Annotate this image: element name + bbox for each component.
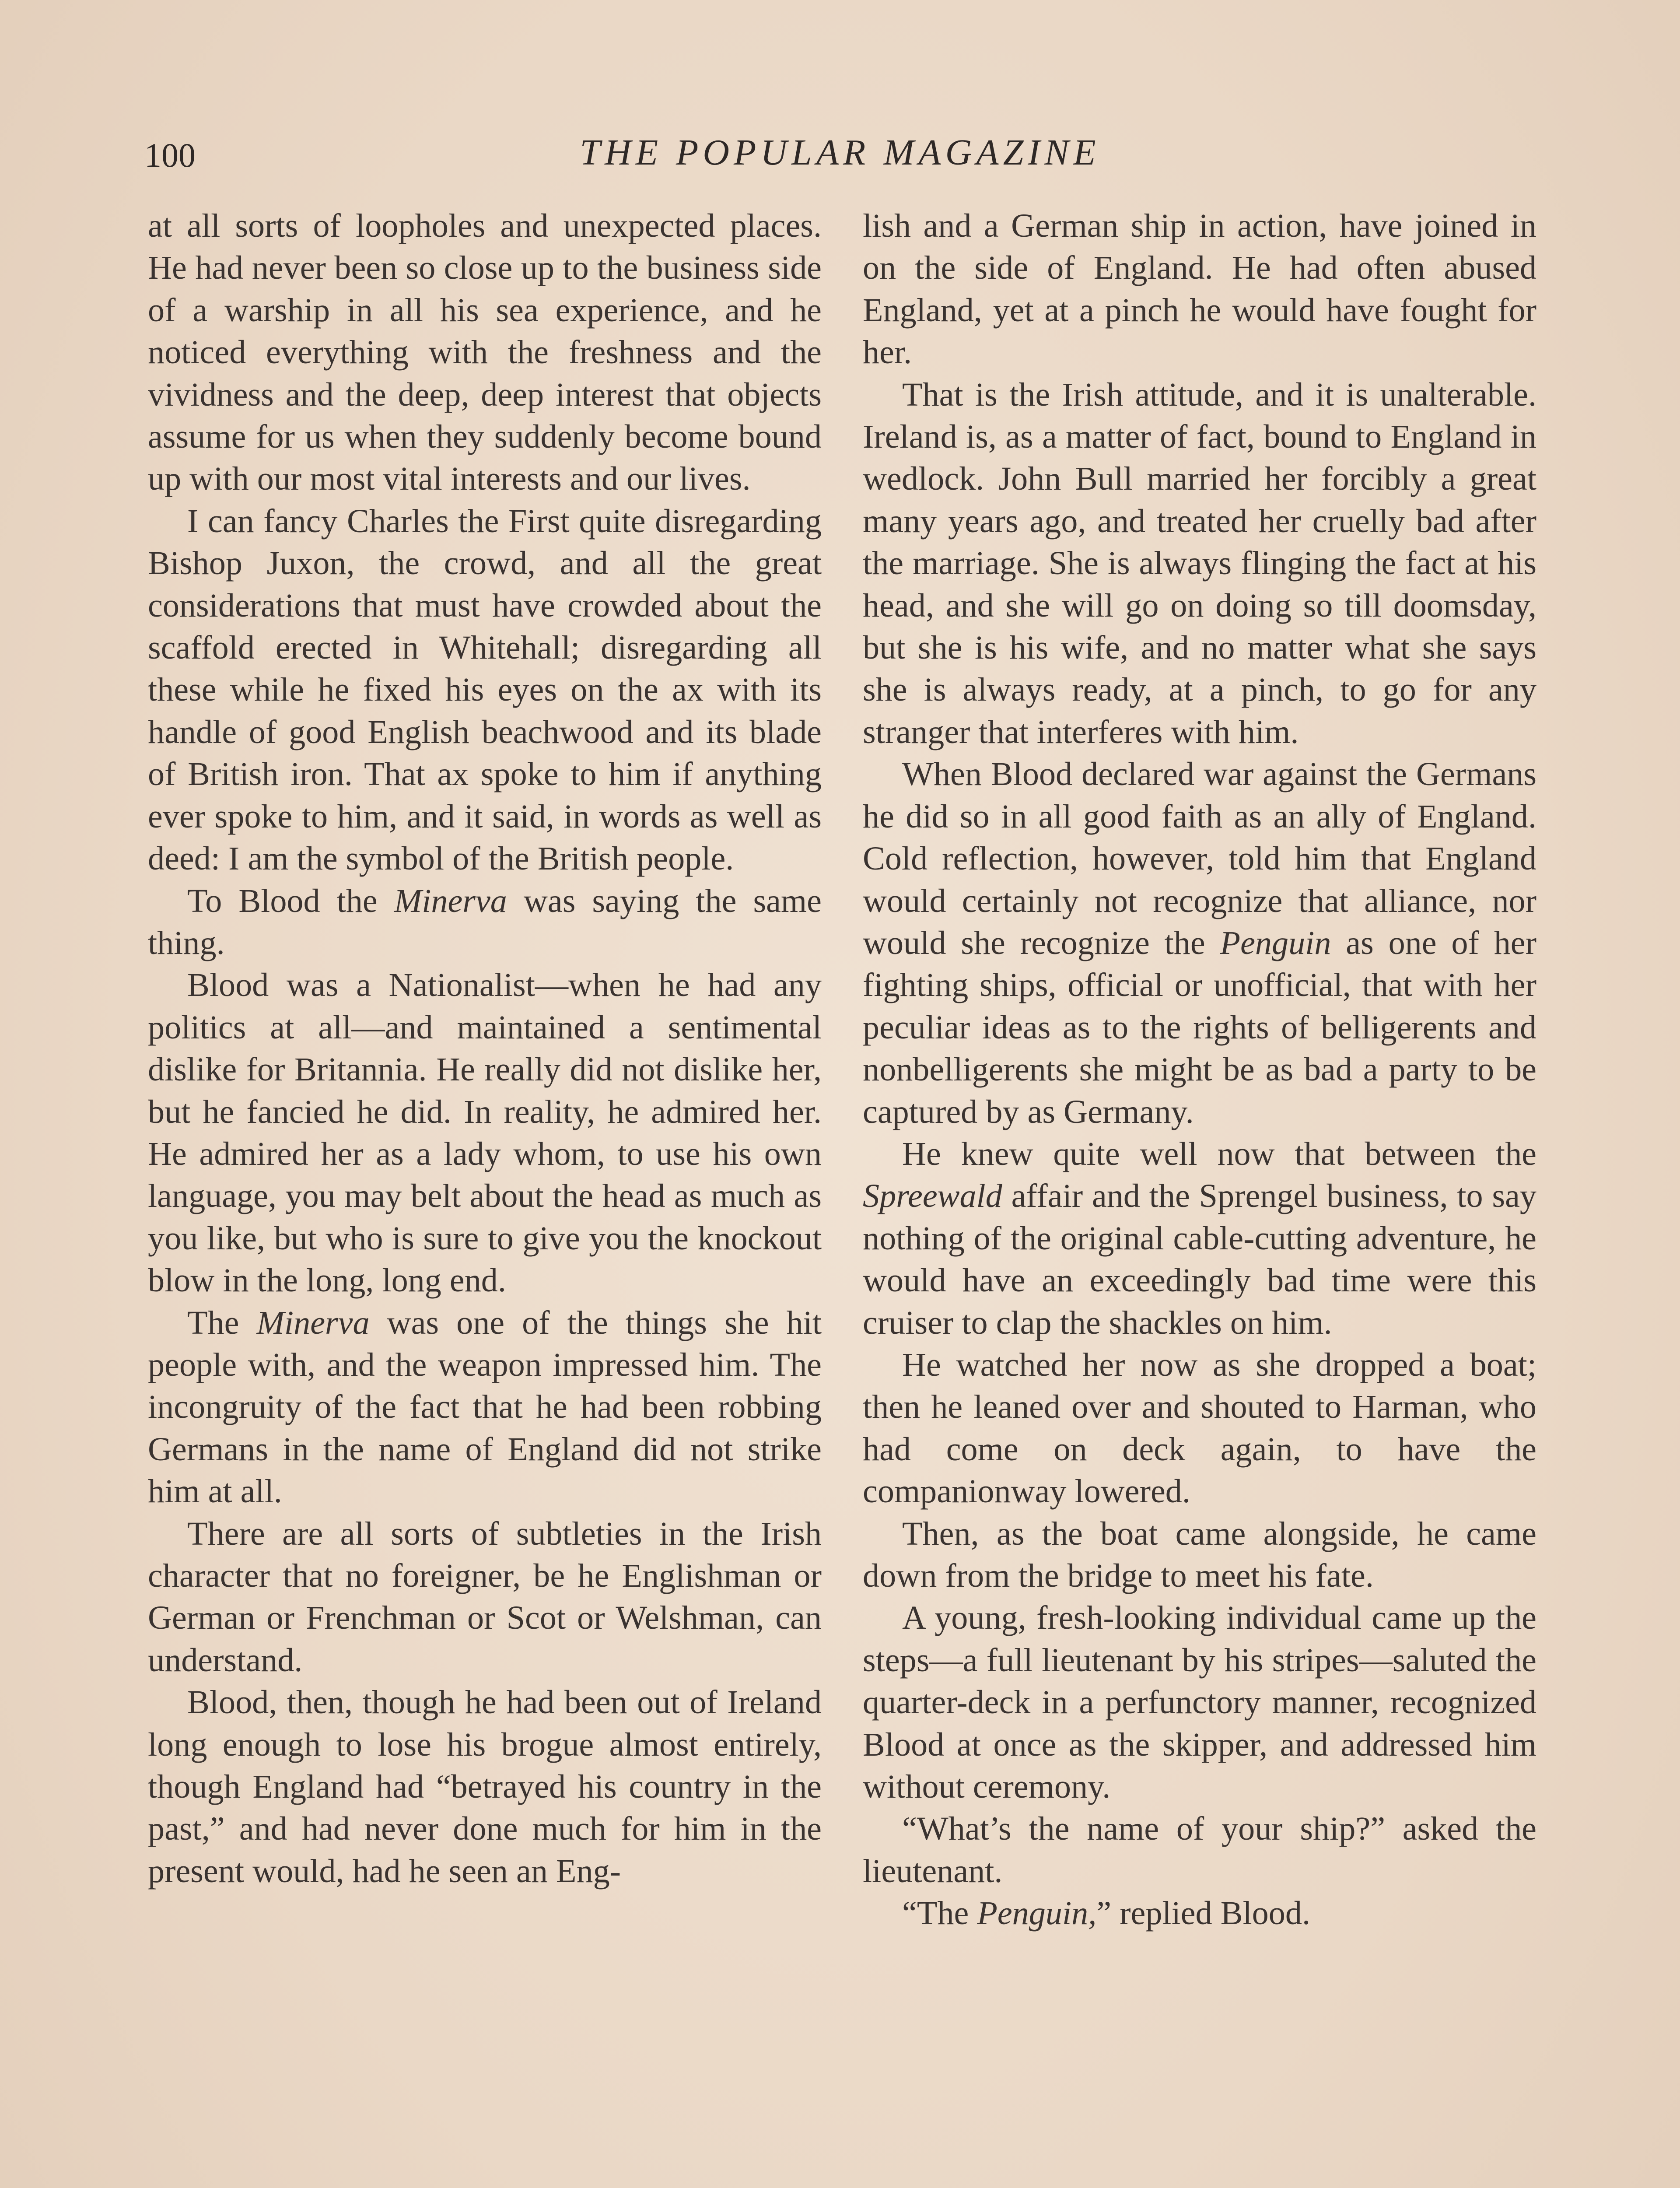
text-run: at all sorts of loopholes and unexpected places. He had never been so close up to the business side of a warship in all his sea experience, and he noticed everything with the freshness and the vividness and the deep, deep interest that objects assume for us when they suddenly become bound up with our most vital interests and our lives. (148, 207, 822, 498)
running-head: THE POPULAR MAGAZINE (580, 132, 1100, 173)
paragraph (863, 1597, 1536, 1808)
text-run: A young, fresh-looking individual came up the steps—a full lieutenant by his stripes—saluted the quarter-deck in a perfunctory manner, recognized Blood at once as the skipper, and addressed him without ceremony. (863, 1599, 1536, 1806)
paragraph (863, 1513, 1536, 1597)
text-run: That is the Irish attitude, and it is unalterable. Ireland is, as a matter of fact, bound to England in wedlock. John Bull married her forcibly a great many years ago, and treated her cruelly bad after the marriage. She is always flinging the fact at his head, and she will go on doing so till doomsday, but she is his wife, and no matter what she says she is always ready, at a pinch, to go for any stranger that interferes with him. (863, 376, 1536, 750)
text-run: There are all sorts of subtleties in the Irish character that no foreigner, be he Englishman or German or Frenchman or Scot or Welshman, can understand. (148, 1515, 822, 1679)
paragraph (148, 500, 822, 880)
paragraph (148, 1681, 822, 1892)
text-run: lish and a German ship in action, have joined in on the side of England. He had often abused England, yet at a pinch he would have fought for her. (863, 207, 1536, 371)
text-run: He knew quite well now that between the (902, 1135, 1536, 1172)
italic-text: Spreewald (863, 1178, 1002, 1215)
text-run: Then, as the boat came alongside, he came down from the bridge to meet his fate. (863, 1515, 1536, 1594)
text-run: “What’s the name of your ship?” asked the lieutenant. (863, 1810, 1536, 1890)
text-run: “The (902, 1895, 977, 1932)
paragraph (863, 374, 1536, 754)
text-run: as one of her fighting ships, official or unofficial, that with her peculiar ideas as to the rights of belligerents and nonbelligerents she might be as bad a party to be captured by as Germany. (863, 924, 1536, 1130)
paragraph (148, 964, 822, 1301)
text-run: affair and the Sprengel business, to say nothing of the original cable-cutting adventure, he would have an exceedingly bad time were this cruiser to clap the shackles on him. (863, 1178, 1536, 1341)
text-run: Blood was a Nationalist—when he had any politics at all—and maintained a sentimental dislike for Britannia. He really did not dislike her, but he fancied he did. In reality, he admired her. He admired her as a lady whom, to use his own language, you may belt about the head as much as you like, but who is sure to give you the knockout blow in the long, long end. (148, 967, 822, 1299)
paragraph (863, 205, 1536, 374)
text-run: was one of the things she hit people with, and the weapon impressed him. The incongruity of the fact that he had been robbing Germans in the name of England did not strike him at all. (148, 1304, 822, 1510)
paragraph (863, 753, 1536, 1133)
paragraph (863, 1133, 1536, 1344)
paragraph (863, 1808, 1536, 1892)
paragraph (863, 1344, 1536, 1513)
text-run: To Blood the (187, 882, 394, 919)
paragraph (148, 880, 822, 964)
italic-text: Penguin, (977, 1895, 1097, 1932)
italic-text: Minerva (256, 1304, 370, 1341)
paragraph (148, 1302, 822, 1513)
paragraph (863, 1892, 1536, 1934)
text-run: I can fancy Charles the First quite disregarding Bishop Juxon, the crowd, and all the great considerations that must have crowded about the scaffold erected in Whitehall; disregarding all these while he fixed his eyes on the ax with its handle of good English beachwood and its blade of British iron. That ax spoke to him if anything ever spoke to him, and it said, in words as well as deed: I am the symbol of the British people. (148, 502, 822, 877)
right-column (863, 205, 1536, 1935)
text-run: The (187, 1304, 257, 1341)
text-run: was saying the same thing. (148, 882, 822, 961)
page-number: 100 (144, 136, 196, 174)
text-run: ” replied Blood. (1096, 1895, 1311, 1932)
italic-text: Penguin (1220, 924, 1331, 961)
page-header (144, 127, 1536, 184)
text-run: Blood, then, though he had been out of Ireland long enough to lose his brogue almost entirely, though England had “betrayed his country in the past,” and had never done much for him in the present would, had he seen an Eng- (148, 1684, 822, 1890)
text-run: When Blood declared war against the Germans he did so in all good faith as an ally of England. Cold reflection, however, told him that England would certainly not recognize that alliance, nor would she recognize the (863, 756, 1536, 961)
text-run: He watched her now as she dropped a boat; then he leaned over and shouted to Harman, who had come on deck again, to have the companionway lowered. (863, 1346, 1536, 1510)
paragraph (148, 205, 822, 500)
left-column (148, 205, 822, 1892)
italic-text: Minerva (394, 882, 507, 919)
paragraph (148, 1513, 822, 1682)
